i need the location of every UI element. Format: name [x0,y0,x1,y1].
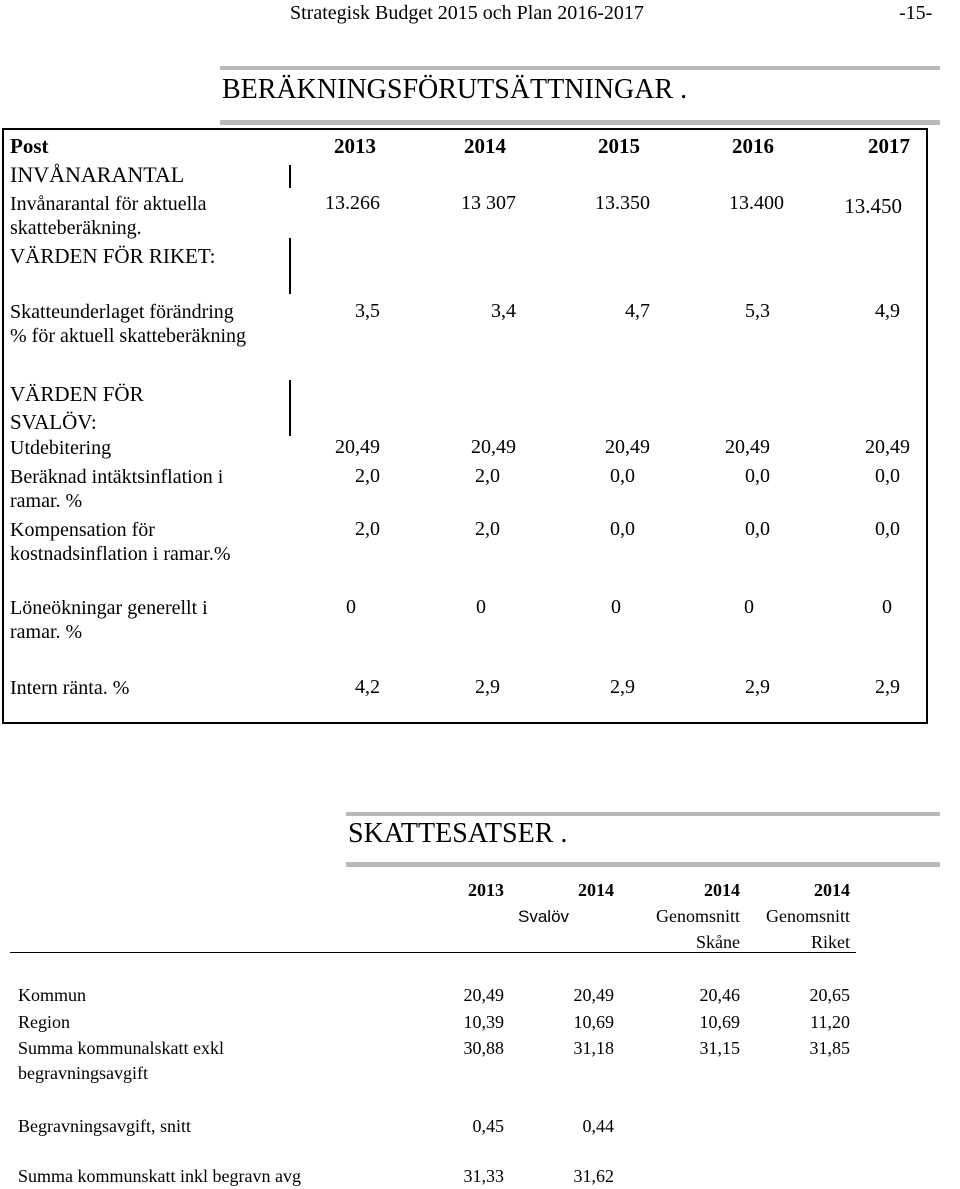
label-intern-ranta: Intern ränta. % [10,677,130,699]
tax-row-value: 10,39 [463,1012,504,1032]
heading-invanarantal: INVÅNARANTAL [10,162,185,187]
value-kompensation: 2,0 [475,518,500,540]
tax-head-skane: Skåne [696,932,740,952]
value-loneokningar: 0 [346,596,356,618]
tax-row-label: Region [18,1012,70,1032]
table-divider [289,380,291,436]
tax-row-value: 10,69 [699,1012,740,1032]
heading-varden-for-svalov: VÄRDEN FÖR SVALÖV: [10,382,144,434]
tax-row-value: 0,44 [582,1116,614,1136]
value-skatteunderlaget: 4,7 [625,300,650,322]
tax-row-value: 0,45 [472,1116,504,1136]
tax-header-underline [10,952,856,953]
tax-row-value: 10,69 [573,1012,614,1032]
label-loneokningar: Löneökningar generellt i ramar. % [10,597,208,643]
tax-row-value: 20,46 [699,985,740,1005]
tax-row-value: 30,88 [463,1038,504,1058]
value-intern-ranta: 2,9 [745,676,770,698]
label-kompensation: Kompensation för kostnadsinflation i ramar.% [10,519,231,565]
tax-row-label-continued: begravningsavgift [18,1063,148,1083]
tax-row-value: 20,49 [573,985,614,1005]
tax-row-label: Summa kommunskatt inkl begravn avg [18,1166,301,1186]
label-utdebitering: Utdebitering [10,437,112,459]
tax-head-riket: Riket [811,932,850,952]
value-utdebitering: 20,49 [865,436,910,458]
year-header: 2017 [868,134,910,158]
value-utdebitering: 20,49 [471,436,516,458]
value-invanarantal: 13.450 [844,194,902,218]
value-skatteunderlaget: 5,3 [745,300,770,322]
tax-row-value: 31,62 [573,1166,614,1186]
tax-head-year: 2013 [468,880,504,900]
value-loneokningar: 0 [476,596,486,618]
section-title-skattesatser: SKATTESATSER . [348,818,568,849]
value-intaktsinflation: 0,0 [610,465,635,487]
tax-row-value: 31,18 [573,1038,614,1058]
year-header: 2015 [598,134,640,158]
value-utdebitering: 20,49 [605,436,650,458]
value-intern-ranta: 2,9 [610,676,635,698]
tax-row-value: 31,15 [699,1038,740,1058]
value-intaktsinflation: 2,0 [475,465,500,487]
tax-head-genomsnitt: Genomsnitt [766,906,850,926]
col-header-post: Post [10,134,49,158]
value-kompensation: 2,0 [355,518,380,540]
value-skatteunderlaget: 4,9 [875,300,900,322]
value-intern-ranta: 2,9 [875,676,900,698]
section-title-berakningsforutsattningar: BERÄKNINGSFÖRUTSÄTTNINGAR . [222,74,688,105]
tax-row-label: Summa kommunalskatt exkl [18,1038,224,1058]
tax-row-label: Begravningsavgift, snitt [18,1116,191,1136]
value-invanarantal: 13.266 [325,192,380,214]
table-divider [289,165,291,188]
table-divider [289,238,291,294]
tax-row-value: 20,49 [463,985,504,1005]
year-header: 2013 [334,134,376,158]
value-intern-ranta: 2,9 [475,676,500,698]
document-header-title: Strategisk Budget 2015 och Plan 2016-2017 [290,2,644,24]
tax-head-year: 2014 [814,880,850,900]
value-loneokningar: 0 [744,596,754,618]
tax-head-genomsnitt: Genomsnitt [656,906,740,926]
tax-row-value: 31,33 [463,1166,504,1186]
tax-row-value: 11,20 [810,1012,850,1032]
value-loneokningar: 0 [611,596,621,618]
tax-head-year: 2014 [578,880,614,900]
label-intaktsinflation: Beräknad intäktsinflation i ramar. % [10,466,224,512]
year-header: 2014 [464,134,506,158]
value-loneokningar: 0 [882,596,892,618]
value-intaktsinflation: 2,0 [355,465,380,487]
tax-row-label: Kommun [18,985,87,1005]
year-header: 2016 [732,134,774,158]
value-utdebitering: 20,49 [725,436,770,458]
rule-under-section2 [346,862,940,867]
rule-under-title [220,120,940,125]
label-invanarantal: Invånarantal för aktuella skatteberäkning. [10,193,207,239]
value-invanarantal: 13 307 [461,192,516,214]
label-skatteunderlaget: Skatteunderlaget förändring % för aktuell skatteberäkning [10,301,247,347]
value-skatteunderlaget: 3,5 [355,300,380,322]
page-number: -15- [899,2,933,24]
rule-top-section2 [346,812,940,816]
heading-varden-for-riket: VÄRDEN FÖR RIKET: [10,244,216,268]
value-utdebitering: 20,49 [335,436,380,458]
rule-top [220,66,940,70]
tax-row-value: 20,65 [809,985,850,1005]
value-intaktsinflation: 0,0 [875,465,900,487]
value-kompensation: 0,0 [610,518,635,540]
tax-row-value: 31,85 [809,1038,850,1058]
value-intern-ranta: 4,2 [355,676,380,698]
tax-head-year: 2014 [704,880,740,900]
value-kompensation: 0,0 [875,518,900,540]
value-invanarantal: 13.350 [595,192,650,214]
tax-head-svalov: Svalöv [518,907,570,926]
value-invanarantal: 13.400 [729,192,784,214]
value-kompensation: 0,0 [745,518,770,540]
value-intaktsinflation: 0,0 [745,465,770,487]
value-skatteunderlaget: 3,4 [491,300,516,322]
